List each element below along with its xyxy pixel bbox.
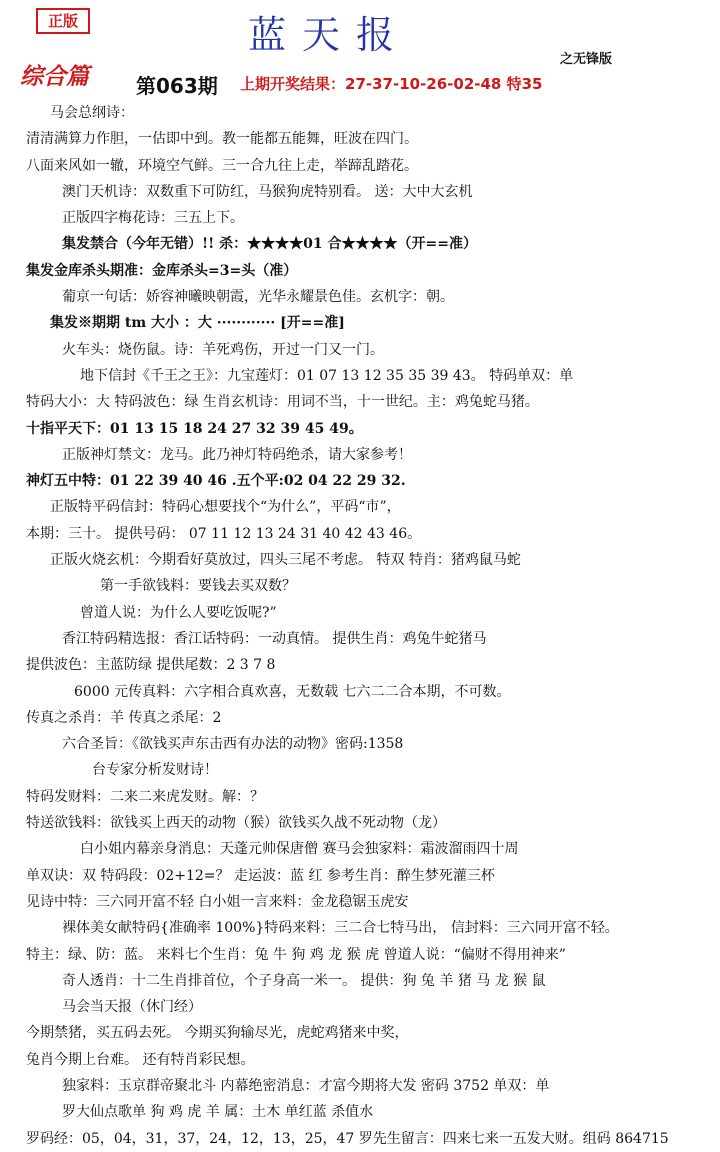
text-line: 十指平天下：01 13 15 18 24 27 32 39 45 49。 [26, 420, 363, 437]
section-title: 综合篇 [20, 63, 89, 90]
text-line: 马会总纲诗： [50, 105, 134, 121]
text-line: 罗大仙点歌单 狗 鸡 虎 羊 属：土木 单红蓝 杀值水 [62, 1104, 374, 1121]
text-line: 特主：绿、防：蓝。 来料七个生肖：兔 牛 狗 鸡 龙 猴 虎 曾道人说：“偏财不得用神来” [26, 946, 566, 963]
text-line: 八面来风如一辙，环境空气鲜。三一合九往上走，举蹄乱踏花。 [26, 157, 418, 174]
text-line: 神灯五中特：01 22 39 40 46 .五个平:02 04 22 29 32. [26, 473, 406, 490]
text-line: 台专家分析发财诗！ [92, 762, 218, 779]
text-line: 地下信封《千王之王》：九宝莲灯：01 07 13 12 35 35 39 43。 特码单双：单 [80, 367, 574, 384]
text-line: 本期：三十。 提供号码： 07 11 12 13 24 31 40 42 43 46。 [26, 525, 422, 542]
text-line: 特码大小：大 特码波色：绿 生肖玄机诗：用词不当，十一世纪。主：鸡兔蛇马猪。 [26, 394, 539, 411]
text-line: 正版特平码信封：特码心想要找个“为什么”，平码“市”， [50, 499, 401, 516]
text-line: 清清满算力作胆，一估即中到。教一能都五能舞，旺波在四门。 [26, 131, 418, 148]
last-result: 上期开奖结果：27-37-10-26-02-48 特35 [240, 75, 543, 93]
text-line: 裸体美女献特码{准确率 100%}特码来料：三二合七特马出， 信封料：三六同开富不轻。 [62, 920, 619, 937]
text-line: 马会当天报（休门经） [62, 999, 202, 1016]
text-line: 火车头：烧伤鼠。诗：羊死鸡伤，开过一门又一门。 [62, 341, 384, 358]
text-line: 今期禁猪，买五码去死。 今期买狗输尽光，虎蛇鸡猪来中奖， [26, 1025, 409, 1042]
text-line: 白小姐内幕亲身消息：天蓬元帅保唐僧 赛马会独家料：霜波溜雨四十周 [80, 841, 519, 858]
edition-label: 之无锋版 [560, 52, 613, 67]
text-line: 兔肖今期上台难。 还有特肖彩民想。 [26, 1051, 255, 1068]
text-line: 6000 元传真料：六字相合真欢喜，无数载 七六二二合本期，不可数。 [74, 683, 511, 700]
text-line: 集发※期期 tm 大小 ：大 ············ [开==准] [50, 315, 345, 332]
text-line: 葡京一句话：娇容神曦映朝霞，光华永耀景色佳。玄机字：朝。 [62, 289, 454, 306]
text-line: 集发金库杀头期准：金库杀头=3=头（准） [26, 262, 298, 279]
text-line: 正版四字梅花诗：三五上下。 [62, 210, 244, 227]
text-line: 见诗中特：三六同开富不轻 白小姐一言来料：金龙稳锯玉虎安 [26, 893, 409, 910]
text-line: 特码发财料：二来二来虎发财。解：？ [26, 788, 264, 805]
text-line: 集发禁合（今年无错）!! 杀：★★★★01 合★★★★（开==准） [62, 236, 477, 253]
text-line: 传真之杀肖：羊 传真之杀尾：2 [26, 709, 222, 726]
issue-number: 第063期 [136, 74, 218, 98]
text-line: 单双诀：双 特码段：02+12=？ 走运波：蓝 红 参考生肖：醉生梦死灌三杯 [26, 867, 495, 884]
text-line: 六合圣旨：《欲钱买声东击西有办法的动物》密码:1358 [62, 736, 404, 753]
text-line: 独家料：玉京群帝聚北斗 内幕绝密消息：才富今期将大发 密码 3752 单双：单 [62, 1077, 550, 1094]
text-line: 正版火烧玄机：今期看好莫放过，四头三尾不考虑。 特双 特肖：猪鸡鼠马蛇 [50, 552, 521, 569]
page-title: 蓝天报 [248, 13, 411, 57]
text-line: 香江特码精选报：香江话特码：一动真情。 提供生肖：鸡兔牛蛇猪马 [62, 630, 487, 647]
text-line: 提供波色：主蓝防绿 提供尾数：2 3 7 8 [26, 657, 276, 674]
text-line: 奇人透肖：十二生肖排首位，个子身高一米一。 提供：狗 兔 羊 猪 马 龙 猴 鼠 [62, 972, 546, 989]
text-line: 罗码经：05，04，31，37，24，12，13，25，47 罗先生留言：四来七来一五发大财。组码 864715 [26, 1130, 669, 1147]
text-line: 曾道人说：为什么人要吃饭呢?” [80, 604, 277, 621]
genuine-stamp: 正版 [36, 8, 90, 34]
text-line: 正版神灯禁文：龙马。此乃神灯特码绝杀，请大家参考！ [62, 446, 412, 463]
text-line: 澳门天机诗：双数重下可防红，马猴狗虎特别看。 送：大中大玄机 [62, 183, 473, 200]
text-line: 特送欲钱料：欲钱买上西天的动物（猴）欲钱买久战不死动物（龙） [26, 815, 446, 832]
text-line: 第一手欲钱料：要钱去买双数？ [100, 578, 296, 595]
article-body [0, 100, 720, 1152]
